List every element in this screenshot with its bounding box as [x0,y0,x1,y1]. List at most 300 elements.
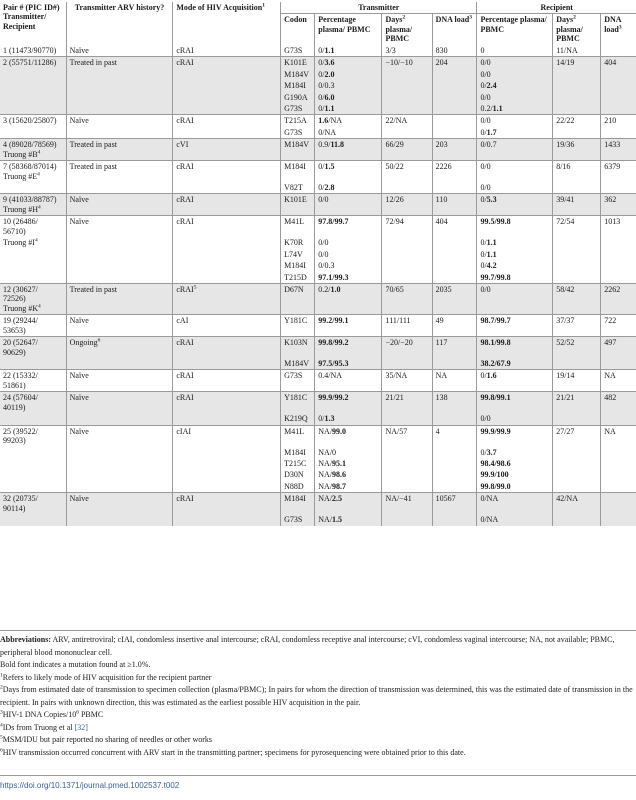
transmitter-days-cell [382,45,432,57]
transmitter-days: 22/NA [385,116,408,126]
codon-cell [281,216,315,237]
recipient-dna-cell [601,469,636,480]
arv-history: Naïve [69,316,89,326]
transmitter-dna-cell [432,194,477,216]
transmitter-percentage-cell [315,103,382,115]
mode-cell [173,92,281,103]
bold-percentage: 97.5/95.3 [318,359,349,368]
codon: T215A [284,116,307,126]
table-row [0,80,636,91]
transmitter-percentage-cell [315,45,382,57]
recipient-days-cell [553,115,601,127]
transmitter-dna-cell [432,260,477,271]
recipient-days: 72/54 [556,217,575,227]
recipient-percentage-cell [477,337,553,358]
header-transmitter-days: Days$^2$ plasma/ PBMC [382,14,432,45]
pair-cell [0,80,66,91]
transmitter-dna-load: 2035 [435,284,452,294]
arv-history-cell [66,447,173,458]
percentage: 0/0.3 [318,81,335,91]
transmitter-days: 72/94 [385,217,404,227]
arv-history: Naïve [69,116,89,126]
arv-history-cell [66,45,173,57]
pair-cell [0,216,66,237]
bold-percentage: 1.7 [486,127,497,137]
transmitter-dna-cell [432,216,477,237]
mode-cell [173,127,281,139]
arv-history-cell [66,370,173,392]
transmitter-dna-cell [432,182,477,194]
codon-cell [281,392,315,413]
recipient-days-cell [553,370,601,392]
recipient-days-cell [553,260,601,271]
pair-cell [0,45,66,57]
pair-cell [0,92,66,103]
codon-cell [281,80,315,91]
table-row [0,272,636,284]
recipient-days: 8/16 [556,162,571,172]
recipient-days: 19/36 [556,140,575,150]
recipient-days: 52/52 [556,338,575,348]
arv-history-cell [66,315,173,337]
table-row [0,69,636,80]
table-row [0,194,636,216]
transmitter-dna-load: 4 [435,426,440,436]
table-row [0,447,636,458]
recipient-dna-load: NA [604,426,616,436]
mode-cell [173,458,281,469]
mode-cell [173,469,281,480]
recipient-dna-cell [601,45,636,57]
codon-cell [281,115,315,127]
transmitter-days-cell [382,216,432,237]
pair-cell [0,358,66,370]
transmitter-percentage-cell [315,315,382,337]
codon: K103N [284,338,308,348]
footnote-4: $^4$IDs from Truong et al [32] [0,721,88,732]
recipient-percentage-cell [477,216,553,237]
recipient-dna-load: NA [604,371,616,381]
codon: G190A [284,92,308,102]
mode-cell [173,237,281,248]
arv-history-cell [66,481,173,493]
transmitter-days: 3/3 [385,45,396,55]
table-row [0,493,636,514]
percentage: 0.2/ [480,103,493,113]
codon-cell [281,358,315,370]
codon-cell [281,161,315,182]
arv-history-cell [66,337,173,358]
percentage: 0/ [318,92,325,102]
transmitter-percentage-cell [315,216,382,237]
mode-cell [173,358,281,370]
transmitter-dna-cell [432,249,477,260]
percentage: 0/ [318,58,325,68]
recipient-days: 27/27 [556,426,575,436]
doi-rule [0,775,636,776]
recipient-dna-cell [601,337,636,358]
codon-cell [281,425,315,446]
bold-percentage: 38.2/67.9 [480,359,511,368]
codon: G73S [284,103,303,113]
abbreviations-note: Abbreviations: ARV, antiretroviral; cIAI, condomless insertive anal intercourse; cRAI, condomless receptive anal intercourse; cVI, condomless vaginal intercourse; NA, not available; PBMC, peripheral blood mononuclear cell. [0,635,615,657]
bold-percentage: 5.3 [486,195,497,205]
transmitter-percentage-cell [315,237,382,248]
arv-history-cell [66,425,173,446]
codon-cell [281,69,315,80]
recipient-percentage-cell [477,370,553,392]
pair-id-line2: 53653) [3,325,26,335]
recipient-percentage-cell [477,139,553,161]
transmitter-dna-cell [432,92,477,103]
bold-percentage: 99.9/99.2 [318,393,349,403]
transmitter-dna-cell [432,447,477,458]
percentage: 0/ [480,447,487,457]
recipient-days-cell [553,283,601,314]
recipient-percentage-cell [477,182,553,194]
codon: K70R [284,238,304,248]
recipient-dna-cell [601,57,636,69]
recipient-days-cell [553,514,601,525]
header-recipient-percentage: Percentage plasma/ PBMC [477,14,553,45]
transmitter-days-cell [382,139,432,161]
mode-cell [173,182,281,194]
percentage: 0/0 [480,284,491,294]
pair-cell [0,139,66,161]
transmitter-dna-cell [432,127,477,139]
recipient-percentage-cell [477,315,553,337]
header-pair: Pair # (PIC ID#) Transmitter/ Recipient [3,3,60,31]
recipient-percentage-cell [477,358,553,370]
bold-percentage: 1.5 [332,515,343,525]
percentage: 0/0.3 [318,261,335,271]
superscript-note: 4 [37,170,40,177]
transmitter-percentage-cell [315,481,382,493]
pair-cell [0,481,66,493]
recipient-dna-cell [601,127,636,139]
transmitter-dna-load: 110 [435,195,448,205]
percentage: 0/NA [318,127,337,137]
transmitter-dna-load: 10567 [435,494,456,504]
transmitter-dna-cell [432,315,477,337]
bold-percentage: 4.2 [486,261,497,271]
table-row [0,337,636,358]
recipient-dna-cell [601,103,636,115]
transmitter-dna-cell [432,139,477,161]
recipient-dna-cell [601,194,636,216]
arv-history-cell [66,272,173,284]
recipient-dna-cell [601,358,636,370]
recipient-days: 14/19 [556,58,575,68]
arv-history-cell [66,514,173,525]
pair-cell [0,392,66,413]
pair-id: 3 (15620/25807) [3,116,57,126]
mode-cell [173,514,281,525]
transmitter-percentage-cell [315,249,382,260]
table-row [0,315,636,337]
mode-cell [173,69,281,80]
transmitter-percentage-cell [315,69,382,80]
header-recipient-dna-load: DNA load$^3$ [601,14,636,45]
bold-percentage: 99.0 [332,426,347,436]
transmitter-days-cell [382,481,432,493]
bold-percentage: 99.2/99.1 [318,316,349,326]
pair-id: 7 (58368/87014) [3,162,57,172]
percentage: 0/ [480,195,487,205]
transmitter-dna-cell [432,115,477,127]
transmitter-days-cell [382,514,432,525]
transmitter-percentage-cell [315,80,382,91]
transmitter-percentage-cell [315,458,382,469]
bold-percentage: 1.0 [330,284,341,294]
table-row [0,370,636,392]
recipient-percentage-cell [477,493,553,514]
percentage: 0/NA [480,494,499,504]
percentage: 0.4/NA [318,371,343,381]
bold-percentage: 99.8/99.2 [318,338,349,348]
recipient-days-cell [553,194,601,216]
transmitter-days: NA/57 [385,426,408,436]
header-arv-history: Transmitter ARV history? [66,2,173,45]
transmitter-days: 50/22 [385,162,404,172]
recipient-dna-cell [601,370,636,392]
superscript-note: 4 [38,204,41,211]
recipient-dna-load: 362 [604,195,617,205]
pair-cell [0,493,66,514]
recipient-percentage-cell [477,413,553,425]
recipient-percentage-cell [477,392,553,413]
transmitter-days-cell [382,425,432,446]
transmitter-percentage-cell [315,425,382,446]
transmitter-days: 70/65 [385,284,404,294]
arv-history-cell [66,194,173,216]
bold-percentage: 97.8/99.7 [318,217,349,227]
transmitter-days-cell [382,337,432,358]
transmitter-percentage-cell [315,260,382,271]
table-row [0,392,636,413]
codon-cell [281,182,315,194]
transmitter-dna-cell [432,161,477,182]
recipient-days: 19/14 [556,371,575,381]
transmitter-days-cell [382,469,432,480]
table-row [0,237,636,248]
codon: M184V [284,359,310,368]
transmitter-days-cell [382,57,432,69]
bold-percentage: 98.1/99.8 [480,338,511,348]
pair-cell [0,161,66,182]
bold-percentage: 6.0 [324,92,335,102]
recipient-days-cell [553,358,601,370]
codon: G73S [284,127,303,137]
arv-history-cell [66,103,173,115]
recipient-dna-load: 6379 [604,162,621,172]
transmitter-days-cell [382,161,432,182]
pair-id: 12 (30627/ [3,284,38,294]
recipient-dna-cell [601,425,636,446]
transmitter-dna-cell [432,413,477,425]
recipient-dna-cell [601,392,636,413]
pair-id-line2: 56710) [3,226,26,236]
codon-cell [281,57,315,69]
arv-history: Naïve [69,371,89,381]
recipient-days-cell [553,249,601,260]
bold-percentage: 99.5/99.8 [480,217,511,227]
pair-cell [0,425,66,446]
recipient-percentage-cell [477,283,553,314]
recipient-dna-cell [601,92,636,103]
arv-history: Ongoing [69,338,98,348]
recipient-days-cell [553,481,601,493]
pair-id-line2: 90629) [3,347,26,357]
recipient-percentage-cell [477,425,553,446]
mode-cell [173,260,281,271]
recipient-dna-cell [601,413,636,425]
codon-cell [281,249,315,260]
pair-id-line2: Truong #H [3,204,39,214]
recipient-percentage-cell [477,57,553,69]
mode-cell [173,493,281,514]
codon-cell [281,103,315,115]
codon-cell [281,493,315,514]
recipient-percentage-cell [477,458,553,469]
bold-percentage: 98.6 [332,470,347,480]
pair-cell [0,57,66,69]
bold-percentage: 99.9/100 [480,470,509,480]
transmitter-days-cell [382,370,432,392]
recipient-days-cell [553,413,601,425]
header-codon: Codon [281,14,315,45]
pair-id-line3: Truong #K [3,303,39,313]
acquisition-mode: cRAI [176,217,194,227]
recipient-dna-cell [601,237,636,248]
percentage: 0/0 [318,249,329,259]
footnote-3: $^3$HIV-1 DNA Copies/$10^6$ PBMC [0,709,104,719]
codon-cell [281,139,315,161]
percentage: 0/ [318,69,325,79]
percentage: 0/ [480,371,487,381]
transmitter-dna-cell [432,69,477,80]
mode-cell [173,447,281,458]
percentage: 0/0 [318,238,329,248]
pair-id: 20 (52647/ [3,338,38,348]
pair-id-line2: 40119) [3,402,26,412]
percentage: 0/ [318,183,325,192]
transmitter-days-cell [382,80,432,91]
transmitter-days: 12/26 [385,195,404,205]
codon: M184V [284,69,310,79]
bold-font-note: Bold font indicates a mutation found at ≥1.0%. [0,660,151,669]
pair-cell [0,127,66,139]
pair-cell [0,514,66,525]
arv-history-cell [66,182,173,194]
pair-cell [0,182,66,194]
table-row [0,103,636,115]
acquisition-mode: cRAI [176,338,194,348]
transmitter-dna-load: 138 [435,393,448,403]
transmitter-days: 66/29 [385,140,404,150]
pair-id: 24 (57604/ [3,393,38,403]
transmitter-percentage-cell [315,127,382,139]
transmitter-dna-cell [432,514,477,525]
mode-cell [173,337,281,358]
superscript-note: 4 [37,149,41,156]
codon: M184I [284,81,306,91]
acquisition-mode: cRAI [176,284,194,294]
recipient-dna-load: 1433 [604,140,621,150]
table-row [0,92,636,103]
bold-percentage: 1.6 [318,116,329,126]
transmitter-percentage-cell [315,139,382,161]
bold-percentage: 98.7/99.7 [480,316,511,326]
pair-cell [0,249,66,260]
recipient-percentage-cell [477,194,553,216]
recipient-days-cell [553,392,601,413]
pair-id-line2: 51861) [3,380,26,390]
recipient-dna-cell [601,182,636,194]
doi-link[interactable]: https://doi.org/10.1371/journal.pmed.1002537.t002 [0,781,180,790]
percentage: 0/ [480,81,487,91]
bold-percentage: 1.5 [324,162,335,172]
arv-history: Naïve [69,217,89,227]
recipient-percentage-cell [477,103,553,115]
transmitter-dna-load: 117 [435,338,448,348]
bold-percentage: 11.8 [330,140,345,150]
transmitter-dna-load: 203 [435,140,448,150]
codon: D30N [284,470,304,480]
arv-history: Treated in past [69,140,117,150]
arv-history-cell [66,115,173,127]
percentage: 0/0.7 [480,140,497,150]
recipient-dna-load: 210 [604,116,617,126]
transmitter-dna-cell [432,337,477,358]
codon-cell [281,481,315,493]
bold-percentage: 97.1/99.3 [318,272,349,282]
transmitter-days: 35/NA [385,371,408,381]
reference-link[interactable]: [32] [74,722,88,732]
acquisition-mode: cRAI [176,195,194,205]
transmitter-dna-cell [432,458,477,469]
pair-cell [0,413,66,425]
pair-id-line2: 99203) [3,436,26,446]
recipient-days: 11/NA [556,45,578,55]
arv-history: Naïve [69,393,89,403]
acquisition-mode: cIAI [176,426,192,436]
pair-id: 10 (26486/ [3,217,38,227]
percentage: 0/0 [480,58,491,68]
transmitter-percentage-cell [315,182,382,194]
recipient-days-cell [553,493,601,514]
pair-id: 32 (20735/ [3,494,38,504]
pair-id-line2: 72526) [3,294,26,304]
recipient-dna-cell [601,272,636,284]
transmitter-days-cell [382,182,432,194]
codon: M184V [284,140,310,150]
codon-cell [281,194,315,216]
mode-cell [173,103,281,115]
codon: D67N [284,284,304,294]
percentage: 0/0 [480,92,491,102]
codon-cell [281,458,315,469]
pair-id: 2 (55751/11286) [3,58,57,68]
pair-cell [0,115,66,127]
transmitter-percentage-cell [315,413,382,425]
pair-cell [0,237,66,248]
recipient-days: 21/21 [556,393,575,403]
percentage: NA/ [318,515,333,525]
codon-cell [281,469,315,480]
resistance-table [0,2,636,526]
transmitter-dna-cell [432,80,477,91]
